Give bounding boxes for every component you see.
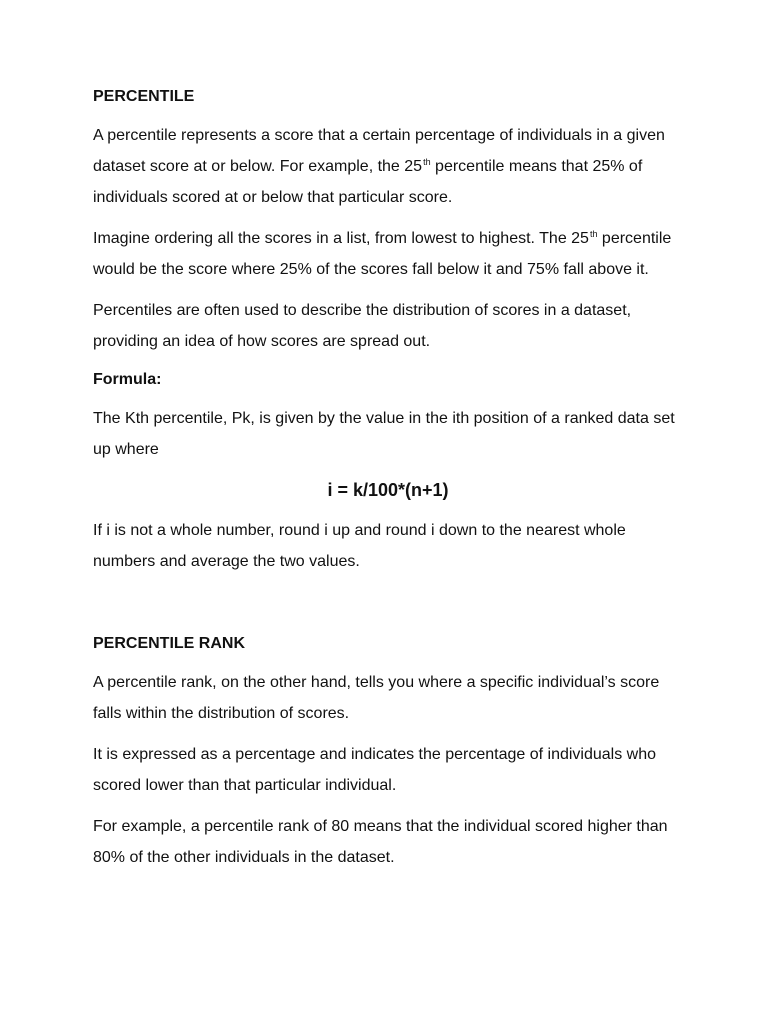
paragraph-rank-expression: It is expressed as a percentage and indicates the percentage of individuals who scored lower than that particular individual. [93,746,657,794]
paragraph-text: percentile means that 25% of individuals scored at or below that particular score. [93,158,643,206]
paragraph-rounding-rule: If i is not a whole number, round i up and round i down to the nearest whole numbers and average the two values. [93,522,626,570]
paragraph-percentile-definition [93,120,683,213]
paragraph-ordering-example [93,223,683,285]
paragraph-distribution-usage: Percentiles are often used to describe the distribution of scores in a dataset, providing an idea of how scores are spread out. [93,302,632,350]
section-title-percentile-rank: PERCENTILE RANK [93,635,246,652]
section-title-percentile: PERCENTILE [93,88,195,105]
paragraph-formula-description: The Kth percentile, Pk, is given by the value in the ith position of a ranked data set up where [93,410,675,458]
document-page [93,84,683,883]
section-spacer [93,587,683,631]
paragraph-text: Imagine ordering all the scores in a list, from lowest to highest. The 25 [93,230,589,247]
superscript-th: th [423,157,431,167]
superscript-th: th [589,229,598,239]
formula-equation: i = k/100*(n+1) [327,480,449,500]
paragraph-rank-example: For example, a percentile rank of 80 means that the individual scored higher than 80% of the other individuals in the dataset. [93,818,668,866]
paragraph-text: percentile would be the score where 25% of the scores fall below it and 75% fall above it. [93,230,672,278]
formula-label: Formula: [93,371,162,388]
paragraph-rank-definition: A percentile rank, on the other hand, tells you where a specific individual’s score falls within the distribution of scores. [93,674,660,722]
paragraph-text: A percentile represents a score that a certain percentage of individuals in a given dataset score at or below. For example, the 25 [93,127,665,175]
